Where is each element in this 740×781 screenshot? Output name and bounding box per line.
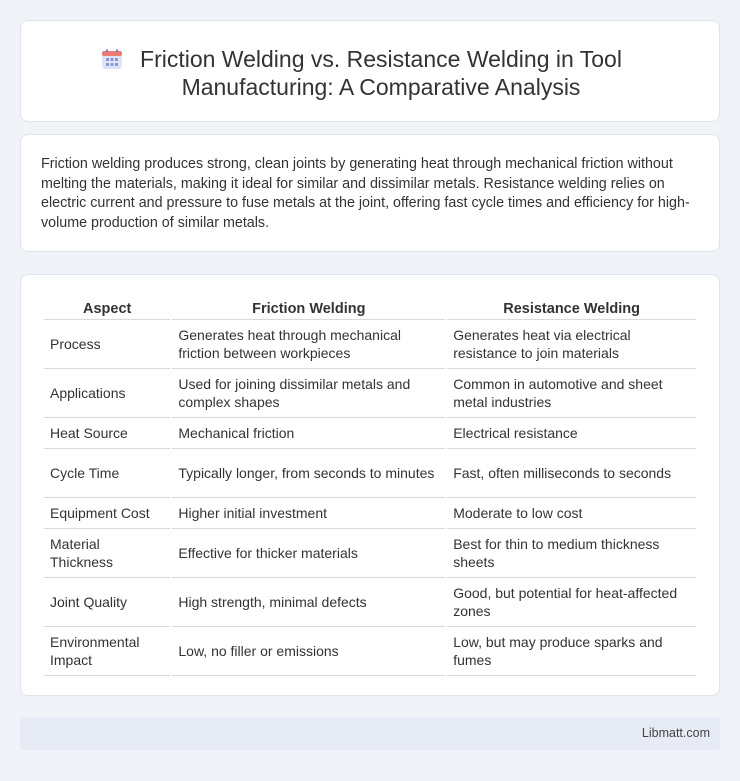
friction-cell: Effective for thicker materials	[172, 529, 445, 578]
footer	[20, 717, 720, 750]
table-header-row	[44, 296, 696, 320]
resistance-cell: Electrical resistance	[447, 418, 696, 449]
friction-cell: Generates heat through mechanical friction between workpieces	[172, 320, 445, 369]
aspect-cell: Joint Quality	[44, 578, 170, 627]
table-row	[44, 449, 696, 498]
comparison-card	[20, 274, 720, 696]
resistance-cell: Moderate to low cost	[447, 498, 696, 529]
header-resistance-welding: Resistance Welding	[447, 296, 696, 320]
friction-cell: Low, no filler or emissions	[172, 627, 445, 676]
intro-card	[20, 134, 720, 252]
aspect-cell: Equipment Cost	[44, 498, 170, 529]
table-row	[44, 498, 696, 529]
aspect-cell: Environmental Impact	[44, 627, 170, 676]
comparison-table	[42, 296, 698, 676]
intro-paragraph: Friction welding produces strong, clean joints by generating heat through mechanical friction without melting the materials, making it ideal for similar and dissimilar metals. Resistance welding relies on electric current and pressure to fuse metals at the joint, offering fast cycle times and efficiency for high-volume production of similar metals.	[41, 156, 690, 231]
friction-cell: High strength, minimal defects	[172, 578, 445, 627]
table-row	[44, 529, 696, 578]
resistance-cell: Best for thin to medium thickness sheets	[447, 529, 696, 578]
aspect-cell: Applications	[44, 369, 170, 418]
header-aspect: Aspect	[44, 296, 170, 320]
page-title: Friction Welding vs. Resistance Welding in Tool Manufacturing: A Comparative Analysis	[140, 46, 622, 100]
table-row	[44, 418, 696, 449]
title-card	[20, 20, 720, 122]
resistance-cell: Good, but potential for heat-affected zones	[447, 578, 696, 627]
resistance-cell: Fast, often milliseconds to seconds	[447, 449, 696, 498]
resistance-cell: Low, but may produce sparks and fumes	[447, 627, 696, 676]
table-row	[44, 369, 696, 418]
aspect-cell: Process	[44, 320, 170, 369]
header-friction-welding: Friction Welding	[172, 296, 445, 320]
aspect-cell: Material Thickness	[44, 529, 170, 578]
friction-cell: Mechanical friction	[172, 418, 445, 449]
friction-cell: Used for joining dissimilar metals and complex shapes	[172, 369, 445, 418]
friction-cell: Higher initial investment	[172, 498, 445, 529]
footer-brand[interactable]: Libmatt.com	[641, 726, 710, 740]
aspect-cell: Cycle Time	[44, 449, 170, 498]
aspect-cell: Heat Source	[44, 418, 170, 449]
resistance-cell: Generates heat via electrical resistance to join materials	[447, 320, 696, 369]
resistance-cell: Common in automotive and sheet metal industries	[447, 369, 696, 418]
table-row	[44, 320, 696, 369]
friction-cell: Typically longer, from seconds to minutes	[172, 449, 445, 498]
table-row	[44, 578, 696, 627]
table-row	[44, 627, 696, 676]
